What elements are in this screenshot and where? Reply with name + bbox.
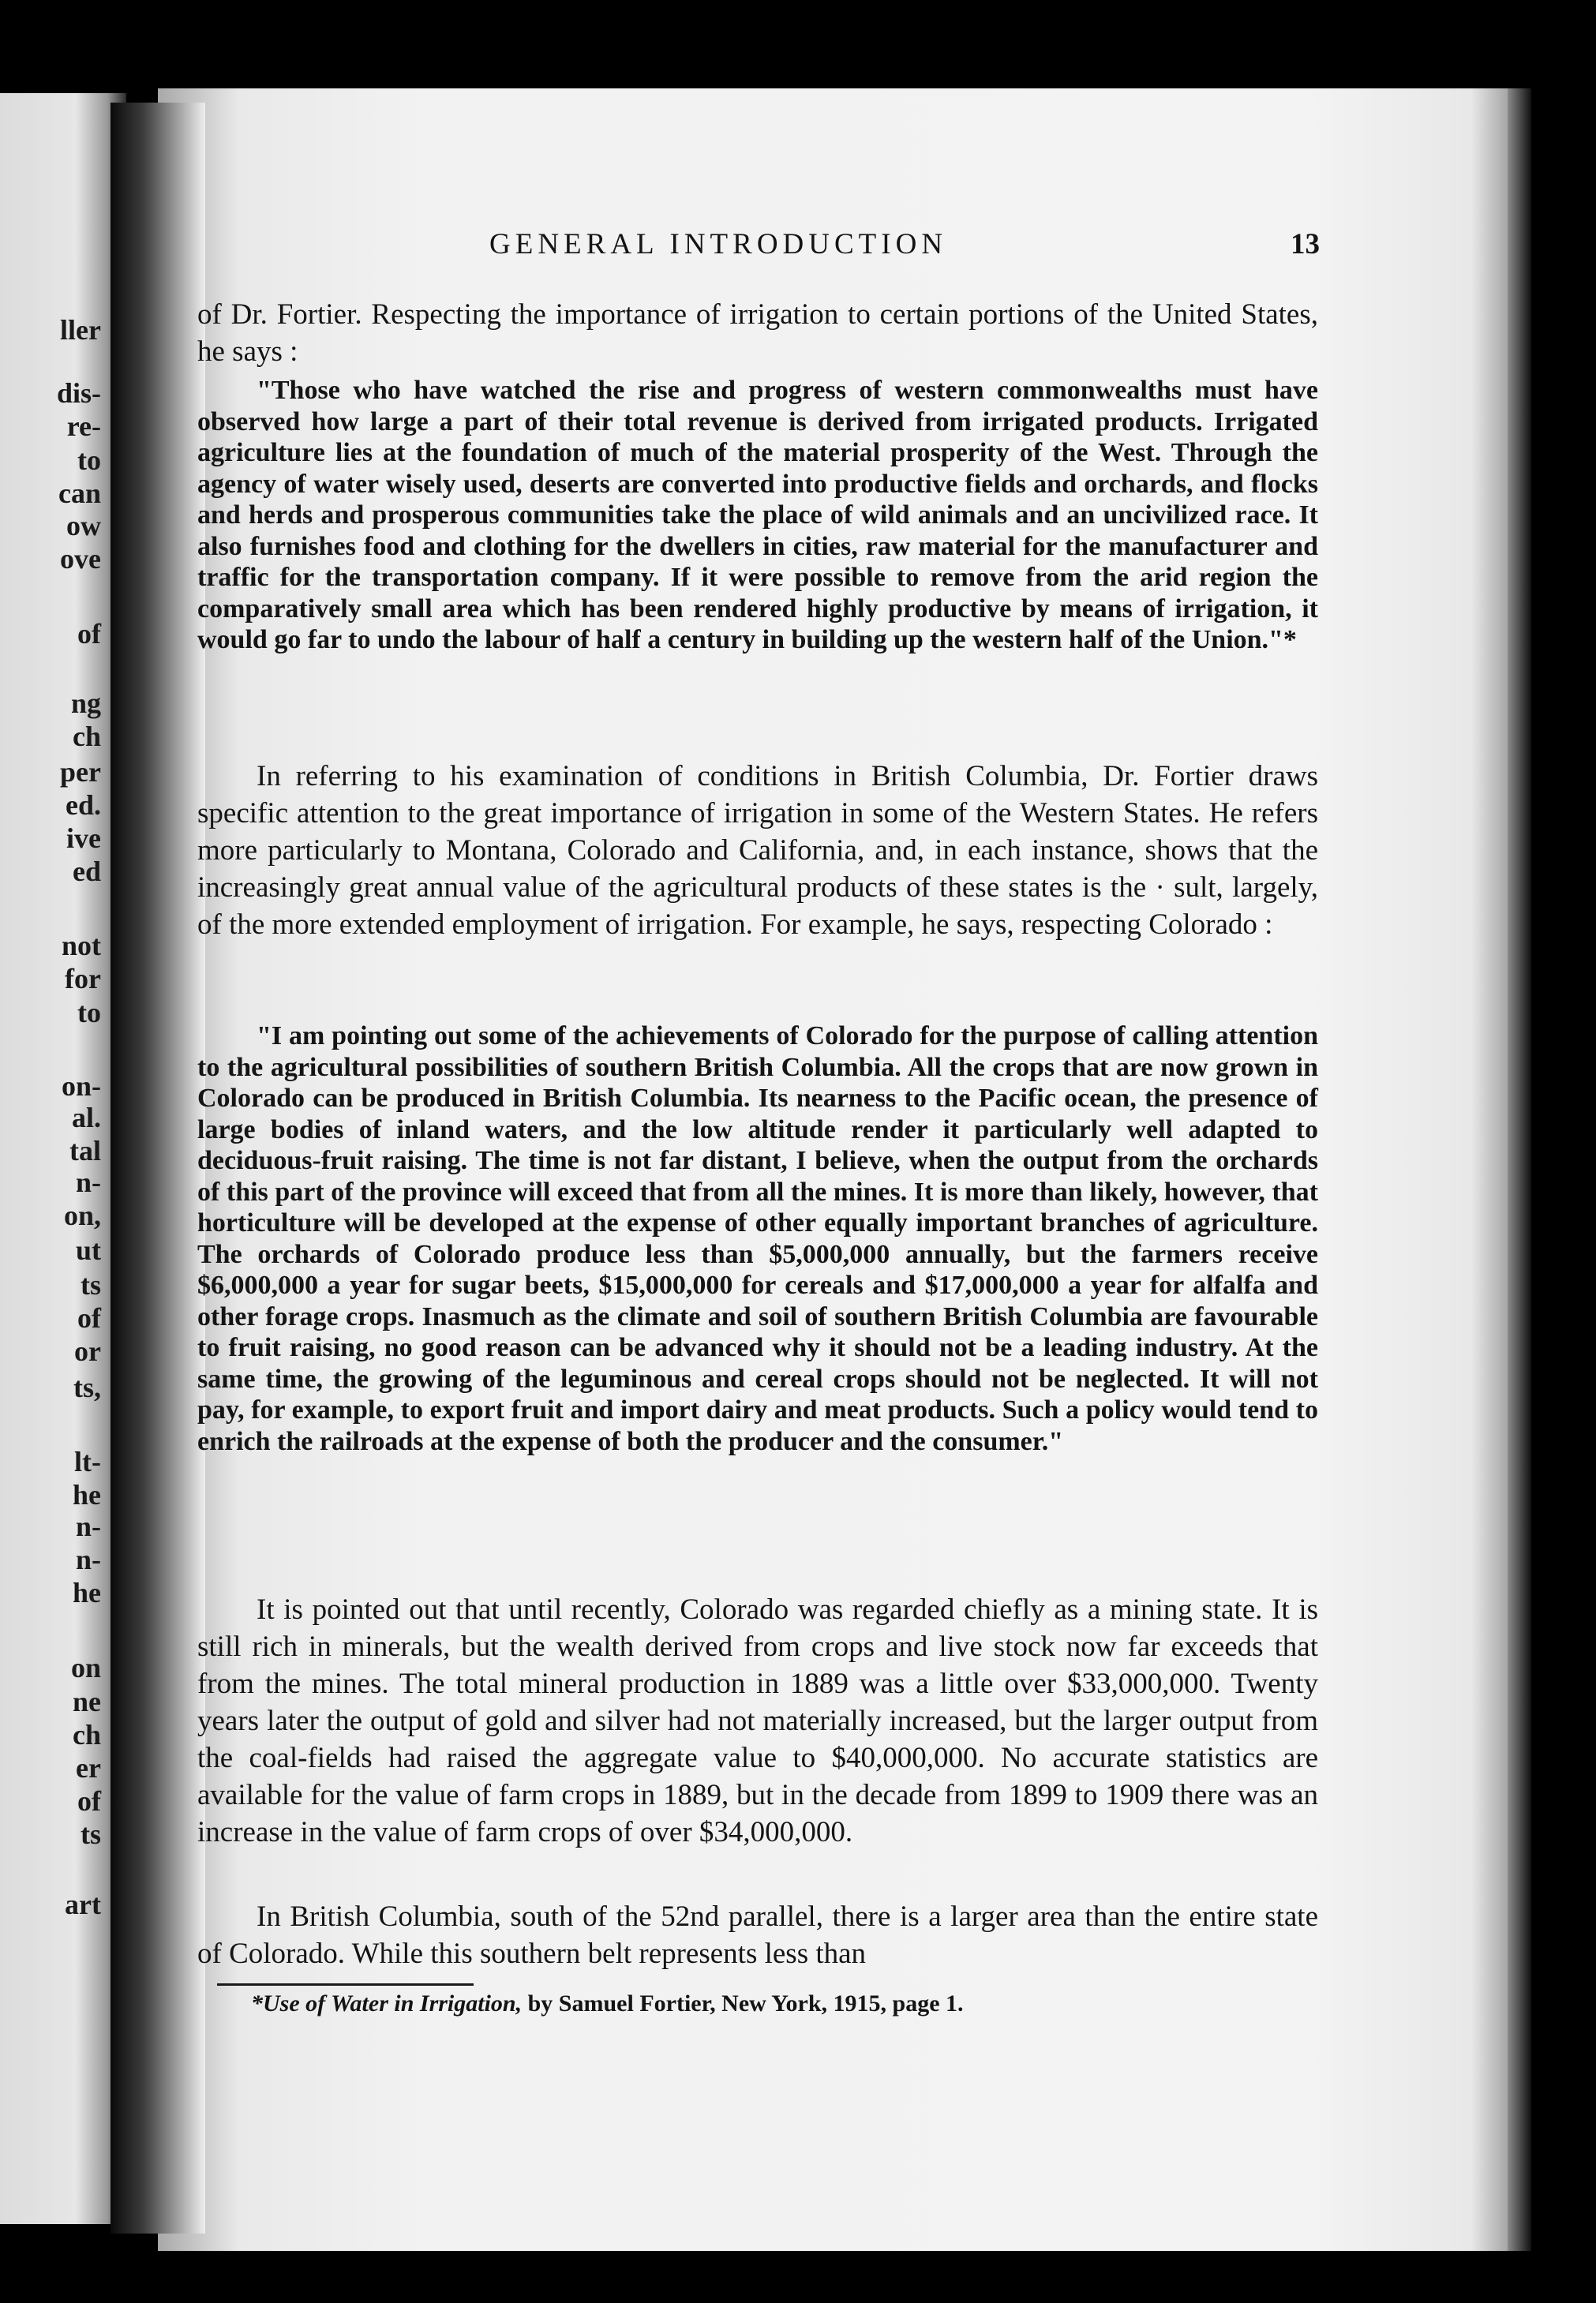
footnote [251, 1990, 964, 2017]
left-page-word-fragment: ts [81, 1269, 101, 1301]
paragraph-3: It is pointed out that until recently, Colorado was regarded chiefly as a mining state. It is still rich in minerals, but the wealth derived from crops and live stock now far exceeds that from the mines. The total mineral production in 1889 was a little over $33,000,000. Twenty years later the output of gold and silver had not materially increased, but the larger output from the coal-fields had raised the aggregate value to $40,000,000. No accurate statistics are available for the value of farm crops in 1889, but in the decade from 1899 to 1909 there was an increase in the value of farm crops of over $34,000,000. [197, 1593, 1318, 1848]
paragraph-4: In British Columbia, south of the 52nd parallel, there is a larger area than the entire state of Colorado. While this southern belt represents less than [197, 1900, 1318, 1970]
left-page-word-fragment: ch [73, 721, 101, 752]
left-page-word-fragment: for [65, 963, 101, 994]
left-page-word-fragment: not [61, 930, 101, 961]
left-page-word-fragment: on, [63, 1200, 101, 1231]
left-page-word-fragment: ng [70, 687, 101, 719]
left-page-word-fragment: ow [66, 510, 101, 541]
quote-1: "Those who have watched the rise and progress of western commonwealths must have observed how large a part of their total revenue is derived from irrigated products. Irrigated agriculture lies at the foundation of much of the material prosperity of the West. Through the agency of water wisely used, deserts are converted into productive fields and orchards, and flocks and herds and prosperous communities take the place of wild animals and an uncivilized race. It also furnishes food and clothing for the dwellers in cities, raw material for the manufacturer and traffic for the transportation company. If it were possible to remove from the arid region the comparatively small area which has been rendered highly productive by means of irrigation, it would go far to undo the labour of half a century in building up the western half of the Union."* [197, 376, 1318, 654]
left-page-word-fragment: ch [73, 1719, 101, 1751]
left-page-word-fragment: lt- [74, 1446, 101, 1477]
footnote-rule [217, 1983, 474, 1986]
left-page-word-fragment: art [65, 1889, 101, 1920]
page-number: 13 [1291, 228, 1320, 260]
left-page-word-fragment: per [60, 756, 101, 788]
left-page-word-fragment: al. [71, 1102, 101, 1133]
left-page-word-fragment: to [77, 997, 101, 1028]
left-facing-page [0, 93, 126, 2224]
paragraph-1: of Dr. Fortier. Respecting the importance of irrigation to certain portions of the United States, he says : [197, 298, 1318, 368]
left-page-word-fragment: ts [81, 1818, 101, 1850]
left-page-word-fragment: ut [75, 1234, 101, 1266]
left-page-word-fragment: ne [73, 1686, 101, 1717]
paragraph-2: In referring to his examination of conditions in British Columbia, Dr. Fortier draws specific attention to the great importance of irrigation in some of the Western States. He refers more particularly to Montana, Colorado and California, and, in each instance, shows that the increasingly great annual value of the agricultural products of these states is the · sult, largely, of the more extended employment of irrigation. For example, he says, respecting Colorado : [197, 760, 1318, 941]
footnote-marker: * [251, 1990, 263, 2017]
left-page-word-fragment: of [77, 1785, 101, 1817]
left-page-word-fragment: or [74, 1335, 101, 1367]
quote-2: "I am pointing out some of the achievements of Colorado for the purpose of calling attention to the agricultural possibilities of southern British Columbia. All the crops that are now grown in Colorado can be produced in British Columbia. Its nearness to the Pacific ocean, the presence of large bodies of inland waters, and the low altitude render it particularly well adapted to deciduous-fruit raising. The time is not far distant, I believe, when the output from the orchards of this part of the province will exceed that from all the mines. It is more than likely, however, that horticulture will be developed at the expense of other equally important branches of agriculture. The orchards of Colorado produce less than $5,000,000 annually, but the farmers receive $6,000,000 a year for sugar beets, $15,000,000 for cereals and $17,000,000 a year for alfalfa and other forage crops. Inasmuch as the climate and soil of southern British Columbia are favourable to fruit raising, no good reason can be advanced why it should not be a leading industry. At the same time, the growing of the leguminous and cereal crops should not be neglected. It will not pay, for example, to export fruit and import dairy and meat products. Such a policy would tend to enrich the railroads at the expense of both the producer and the consumer." [197, 1021, 1318, 1456]
left-page-word-fragment: ts, [73, 1372, 101, 1403]
left-page-word-fragment: re- [66, 410, 101, 442]
left-page-word-fragment: of [77, 618, 101, 650]
left-page-word-fragment: n- [75, 1511, 101, 1542]
left-page-word-fragment: he [73, 1479, 101, 1511]
left-page-word-fragment: ive [66, 822, 101, 854]
running-header-title: GENERAL INTRODUCTION [489, 228, 948, 260]
footnote-text: by Samuel Fortier, New York, 1915, page 1. [522, 1990, 964, 2017]
left-page-word-fragment: ove [60, 543, 101, 575]
left-page-word-fragment: er [76, 1752, 101, 1784]
page-edge [1508, 88, 1531, 2251]
left-page-word-fragment: tal [69, 1135, 101, 1166]
left-page-word-fragment: on [70, 1652, 101, 1683]
left-page-word-fragment: to [77, 444, 101, 476]
left-page-word-fragment: can [58, 477, 101, 509]
left-page-word-fragment: n- [75, 1166, 101, 1198]
left-page-word-fragment: ller [60, 314, 101, 346]
left-page-word-fragment: of [77, 1302, 101, 1334]
book-gutter [111, 103, 205, 2234]
left-page-word-fragment: dis- [56, 377, 101, 409]
left-page-word-fragment: n- [75, 1544, 101, 1575]
left-page-word-fragment: on- [61, 1070, 101, 1102]
left-page-word-fragment: ed. [66, 789, 101, 821]
left-page-word-fragment: ed [73, 856, 101, 887]
footnote-title: Use of Water in Irrigation, [263, 1990, 523, 2017]
left-page-word-fragment: he [73, 1577, 101, 1608]
